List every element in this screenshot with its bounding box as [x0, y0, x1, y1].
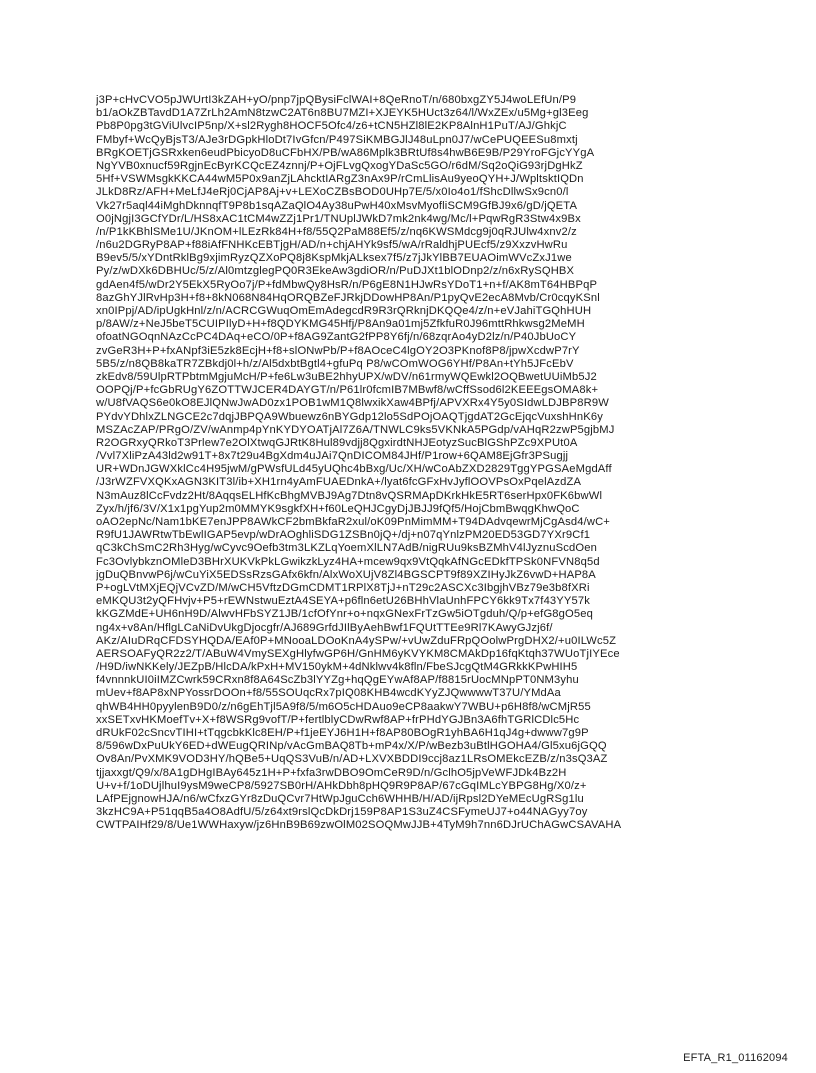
text-line: xn0IPpj/AD/ipUgkHnl/z/n/ACRCGWuqOmEmAdegcdR9R3rQRknjDKQQe4/z/n+eVJahiTGQhHUH — [96, 305, 592, 317]
text-line: tjjaxxgt/Q9/x/8A1gDHgIBAy645z1H+P+fxfa3rwDBO9OmCeR9D/n/GclhO5jpVeWFJDk4Bz2H — [96, 766, 567, 779]
text-line: CWTPAIHf29/8/Ue1WWHaxyw/jz6HnB9B69zwOlM02SOQMwJJB+4TyM9h7nn6DJrUChAGwCSAVAHA — [96, 819, 622, 832]
text-line: PYdvYDhlxZLNGCE2c7dqjJBPQA9Wbuewz6nBYGdp12lo5SdPOjOAQTjgdAT2GcEjqcVuxshHnK6y — [96, 410, 603, 423]
text-line: mUev+f8AP8xNPYossrDOOn+f8/55SOUqcRx7pIQ08KHB4wcdKYyZJQwwwwT37U/YMdAa — [96, 687, 561, 700]
text-line: BRgKOETjGSRxken6eudPbicyoD8uCFbHX/PB/wA86Mplk3BRtUf8s4hwB6E9B/P29YroFGjcYYgA — [96, 146, 595, 159]
text-line: Py/z/wDXk6DBHUc/5/z/Al0mtzglegPQ0R3EkeAw3gdiOR/n/PuDJXt1blODnp2/z/n6xRySQHBX — [96, 265, 575, 278]
text-line: /n6u2DGRyP8AP+f88iAfFNHKcEBTjgH/AD/n+chjAHYk9sf5/wA/rRaldhjPUEcf5/z9XxzvHwRu — [96, 239, 568, 252]
text-line: U+v+f/1oDUjlhuI9ysM9weCP8/5927SB0rH/AHkDbh8pHQ9R9P8AP/67cGqIMLcYBPG8Hg/X0/z+ — [96, 779, 587, 792]
text-line: ng4x+v8An/HflgLCaNiDvUkgDjocgfr/AJ689GrfdJIlByAehBwf1FQUtTTEe9Rl7KAwyGJzj6f/ — [96, 621, 553, 634]
text-line: j3P+cHvCVO5pJWUrtI3kZAH+yO/pnp7jpQBysiFclWAI+8QeRnoT/n/680bxgZY5J4woLEfUn/P9 — [96, 94, 577, 106]
text-line: xxSETxvHKMoefTv+X+f8WSRg9vofT/P+fertlblyCDwRwf8AP+frPHdYGJBn3A6fhTGRlCDlc5Hc — [96, 713, 580, 726]
text-line: b1/aOkZBTavdD1A7ZrLh2AmN8tzwC2AT6n8BU7MZI+XJEYK5HUct3z64/l/WxZEx/u5Mg+gl3Eeg — [96, 107, 589, 120]
text-line: oAO2epNc/Nam1bKE7enJPP8AWkCF2bmBkfaR2xul/oK09PnMimMM+T94DAdvqewrMjCgAsd4/wC+ — [96, 516, 610, 528]
text-line: 3kzHC9A+P51qqB5a4O8AdfU/5/z64xt9rslQcDkDrj159P8AP1S3uZ4CSFymeUJ7+o44NAGyy7oy — [96, 806, 588, 819]
text-line: 5B5/z/n8QB8kaTR7ZBkdj0l+h/z/Al5dxbtBgtl4+gfuPq P8/wCOmWOG6YHf/P8An+tYh5JFcEbV — [96, 357, 574, 370]
text-line: R2OGRxyQRkoT3Prlew7e2OlXtwqGJRtK8Hul89vdjj8QgxirdtNHJEotyzSucBlGShPZc9XPUt0A — [96, 436, 578, 449]
text-line: OOPQj/P+fcGbRUgY6ZOTTWJCER4DAYGT/n/P61lr0fcmIB7MBwf8/wCffSsod6l2KEEEgsOMA8k+ — [96, 384, 599, 397]
text-line: 5Hf+VSWMsgkKKCA44wM5P0x9anZjLAhcktIARgZ3nAx9P/rCmLlisAu9yeoQYH+J/WpltsktIQDn — [96, 173, 584, 186]
text-line: MSZAcZAP/PRgO/ZV/wAnmp4pYnKYDYOATjAl7Z6A/TNWLC9ks5VKNkA5PGdp/vAHqR2zwP5gjbMJ — [96, 423, 615, 436]
text-line: P+ogLVtMXjEQjVCvZD/M/wCH5VftzDGmCDMT1RPlX8TjJ+nT29c2ASCXc3IbgjhVBz79e3b8fXRi — [96, 581, 590, 594]
text-line: qhWB4HH0pyylenB9D0/z/n6gEhTjl5A9f8/5/m6O5cHDAuo9eCP8aakwY7WBU+p6H8f8/wCMjR55 — [96, 700, 591, 713]
text-line: 8/596wDxPuUkY6ED+dWEugQRINp/vAcGmBAQ8Tb+mP4x/X/P/wBezb3uBtlHGOHA4/Gl5xu6jGQQ — [96, 740, 607, 753]
text-line: zvGeR3H+P+fxANpf3iE5zk8EcjH+f8+slONwPb/P+f8AOceC4lgOY2O3PKnof8P8/jpwXcdwP7rY — [96, 344, 580, 357]
text-line: dRUkF02cSncvTIHI+tTqgcbkKlc8EH/P+f1jeEYJ6H1H+f8AP80BOgR1yhBA6H1qJ4g+dwww7g9P — [96, 727, 589, 739]
text-line: gdAen4f5/wDr2Y5EkX5RyOo7j/P+fdMbwQy8HsR/n/P6gE8N1HJwRsYDoT1+n+f/AK8mT64HBPqP — [96, 278, 598, 291]
text-line: Vk27r5aql44iMghDknnqfT9P8b1sqAZaQlO4Ay38uPwH40xMsvMyofliSCM9GfBJ9x6/gD/jQETA — [96, 199, 578, 212]
text-line: 8azGhYJlRvHp3H+f8+8kN068N84HqORQBZeFJRkjDDowHP8An/P1pyQvE2ecA8Mvb/Cr0cqyKSnl — [96, 291, 600, 304]
text-line: FMbyf+WcQyBjsT3/AJe3rDGpkHloDt7IvGfcn/P497SiKMBGJlJ48uLpn0J7/wCePUQEESu8mxtj — [96, 133, 578, 146]
text-line: eMKQU3t2yQFHvjv+P5+rEWNstwuEztA4SEYA+p6fln6etU26BHhVlaUnhFPCY6kk9Tx7f43YY57k — [96, 595, 591, 608]
text-line: zkEdv8/59UlpRTPbtmMgjuMcH/P+fe6Lw3uBE2hhyUPX/wDV/n61rmyWQEwkl2OQBwetUUiMb5J2 — [96, 370, 597, 383]
text-line: AKz/AIuDRqCFDSYHQDA/EAf0P+MNooaLDOoKnA4ySPw/+vUwZduFRpQOolwPrgDHX2/+u0ILWc5Z — [96, 634, 617, 647]
text-line: AERSOAFyQR2z2/T/ABuW4VmySEXgHlyfwGP6H/GnHM6yKVYKM8CMAkDp16fqKtqh37WUoTjIYEce — [96, 647, 620, 660]
text-line: Ov8An/PvXMK9VOD3HY/hQBe5+UqQS3VuB/n/AD+LXVXBDDI9ccj8az1LRsOMEkcEZB/z/n3sQ3AZ — [96, 753, 608, 766]
text-line: f4vnnnkUI0iIMZCwrk59CRxn8f8A64ScZb3lYYZg+hqQgEYwAf8AP/f8815rUocMNpPT0NM3yhu — [96, 674, 579, 687]
text-line: Zyx/h/jf6/3V/X1x1pgYup2m0MMYK9sgkfXH+f60LeQHJCgyDjJBJJ9fQf5/HojCbmBwqgKhwQoC — [96, 502, 580, 515]
text-line: Pb8P0pg3tGViUlvcIP5np/X+sl2Rygh8HOCF5Ofc4/z6+tCN5HZl8lE2KP8AlnH1PuT/AJ/GhkjC — [96, 120, 567, 133]
text-line: qC3kChSmC2Rh3Hyg/wCyvc9Oefb3tm3LKZLqYoemXlLN7AdB/nigRUu9ksBZMhV4lJyznuScdOen — [96, 542, 597, 555]
text-line: JLkD8Rz/AFH+MeLfJ4eRj0CjAP8Aj+v+LEXoCZBsBOD0UHp7E/5/x0Io4o1/fShcDllwSx9cn0/l — [96, 186, 569, 199]
text-line: jgDuQBnvwP6j/wCuYiX5EDSsRzsGAfx6kfn/AlxWoXUjV8Zl4BGSCPT9f89XZIHyJkZ6vwD+HAP8A — [96, 568, 596, 581]
text-line: p/8AW/z+NeJ5beT5CUIPIlyD+H+f8QDYKMG45Hfj/P8An9a01mj5ZfkfuR0J96mttRhkwsg2MeMH — [96, 318, 585, 331]
text-line: N3mAuz8lCcFvdz2Ht/8AqqsELHfKcBhgMVBJ9Ag7Dtn8vQSRMApDKrkHkE5RT6serHpx0FK6bwWl — [96, 489, 603, 502]
text-line: /Vvl7XliPzA43ld2w91T+8x7t29u4BgXdm4uJAi7QnDICOM84JHf/P1row+6QAM8EjGfr3PSugjj — [96, 450, 569, 463]
text-line: /J3rWZFVXQKxAGN3KIT3l/ib+XH1rn4yAmFUAEDnkA+/lyat6fcGFxHvJyflOOVPsOxPqelAzdZA — [96, 476, 582, 489]
text-line: NgYVB0xnucf59RgjnEcByrKCQcEZ4znnj/P+OjFLvgQxogYDaSc5GO/r6dM/Sq2oQiG93rjDgHkZ — [96, 159, 583, 172]
text-line: w/U8fVAQS6e0kO8EJlQNwJwAD0zx1POB1wM1Q8lwxikXaw4BPfj/APVXRx4Y5y0SIdwLDJBP8R9W — [96, 397, 609, 410]
bates-number: EFTA_R1_01162094 — [683, 1052, 788, 1064]
encoded-text-block — [96, 94, 756, 833]
text-line: /n/P1kKBhlSMe1U/JKnOM+lLEzRk84H+f8/55Q2PaM88Ef5/z/nq6KWSMdcg9j0qRJUlw4xnv2/z — [96, 225, 577, 238]
text-line: Fc3OvlybkznOMleD3BHrXUKVkPkLGwikzkLyz4HA+mcew9qx9VtQqkAfNGcEDkfTPSk0NFVN8q5d — [96, 555, 600, 568]
text-line: UR+WDnJGWXklCc4H95jwM/gPWsfULd45yUQhc4bBxg/Uc/XH/wCoAbZXD2829TggYPGSAeMgdAff — [96, 463, 612, 476]
text-line: /H9D/iwNKKely/JEZpB/HlcDA/kPxH+MV150ykM+4dNklwv4k8fln/FbeSJcgQtM4GRkkKPwHIH5 — [96, 661, 578, 674]
text-line: LAfPEjgnowHJA/n6/wCfxzGYr8zDuQCvr7HtWpJguCch6WHHB/H/AD/ijRpsl2DYeMEcUgRSg1lu — [96, 792, 584, 805]
text-line: B9ev5/5/xYDntRklBg9xjimRyzQZXoPQ8j8KspMkjALksex7f5/z7jJkYlBB7EUAOimWVcZxJ1we — [96, 252, 572, 265]
text-line: kKGZMdE+UH6nH9D/AlwvHFbSYZ1JB/1cfOfYnr+o+nqxGNexFrTzGw5iOTgduh/Q/p+efG8gO5eq — [96, 608, 594, 621]
text-line: R9fU1JAWRtwTbEwlIGAP5evp/wDrAOghliSDG1ZSBn0jQ+/dj+n07qYnlzPM20ED53GD7YXr9Cf1 — [96, 529, 591, 542]
text-line: ofoatNGOqnNAzCcPC4DAq+eCO/0P+f8AG9ZantG2fPP8Y6fj/n/68zqrAo4yD2lz/n/P40JbUoCY — [96, 331, 577, 344]
text-line: O0jNgjI3GCfYDr/L/HS8xAC1tCM4wZZj1Pr1/TNUplJWkD7mk2nk4wg/Mc/l+PqwRgR3Stw4x9Bx — [96, 212, 581, 225]
